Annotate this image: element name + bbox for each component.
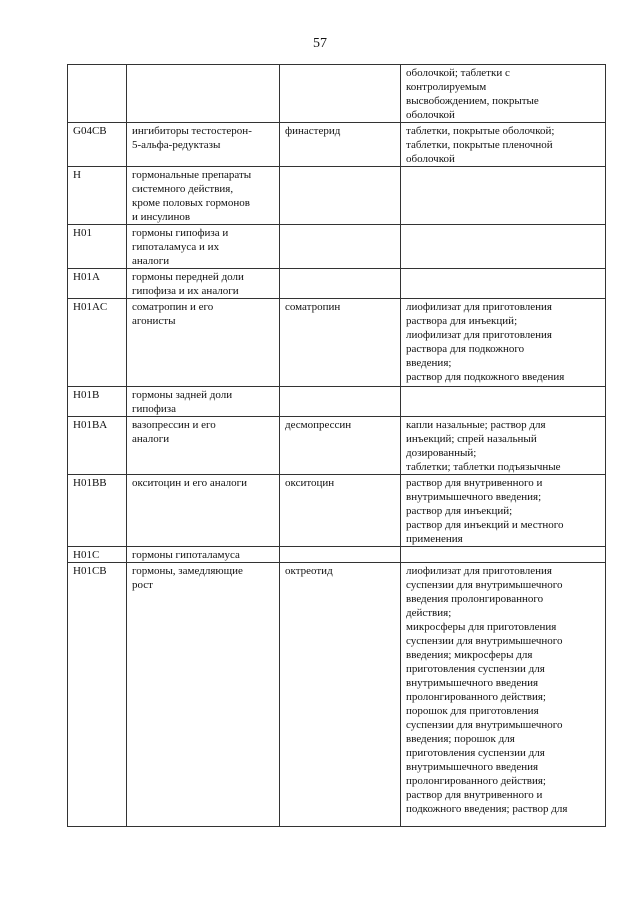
dosage-form-line: таблетки, покрытые пленочной (406, 139, 553, 151)
table-row (68, 547, 606, 563)
atc-code: H01A (73, 271, 100, 283)
dosage-form-line: микросферы для приготовления (406, 621, 557, 633)
table-row (68, 123, 606, 167)
group-name-line: аналоги (132, 433, 170, 445)
substance-name: окситоцин (285, 477, 335, 489)
substance-cell (280, 299, 401, 387)
dosage-form-line: внутримышечного введения; (406, 491, 542, 503)
group-name-cell (127, 417, 280, 475)
substance-cell (280, 269, 401, 299)
dosage-form-line: раствор для инъекций; (406, 505, 513, 517)
atc-code-cell (68, 65, 127, 123)
table-row (68, 269, 606, 299)
page-number: 57 (313, 36, 327, 51)
group-name-line: 5-альфа-редуктазы (132, 139, 221, 151)
dosage-forms-cell (401, 123, 606, 167)
table-row (68, 417, 606, 475)
group-name-line: гормоны гипофиза и (132, 227, 229, 239)
group-name-line: и инсулинов (132, 211, 191, 223)
dosage-forms-cell (401, 225, 606, 269)
atc-code: H01CB (73, 565, 107, 577)
group-name-line: аналоги (132, 255, 170, 267)
group-name-cell (127, 65, 280, 123)
dosage-forms-cell (401, 269, 606, 299)
group-name-line: системного действия, (132, 183, 234, 195)
dosage-forms-cell (401, 167, 606, 225)
dosage-form-line: введения пролонгированного (406, 593, 544, 605)
atc-code-cell (68, 547, 127, 563)
substance-cell (280, 123, 401, 167)
dosage-form-line: внутримышечного введения (406, 761, 539, 773)
atc-code-cell (68, 563, 127, 827)
atc-code-cell (68, 225, 127, 269)
atc-code-cell (68, 387, 127, 417)
group-name-line: соматропин и его (132, 301, 214, 313)
group-name-cell (127, 387, 280, 417)
atc-code: G04CB (73, 125, 107, 137)
group-name-cell (127, 269, 280, 299)
table-body (68, 65, 606, 827)
atc-code: H01C (73, 549, 100, 561)
atc-code: H01B (73, 389, 100, 401)
group-name-cell (127, 123, 280, 167)
group-name-line: окситоцин и его аналоги (132, 477, 248, 489)
dosage-form-line: подкожного введения; раствор для (406, 803, 568, 815)
dosage-form-line: введения; (406, 357, 452, 369)
group-name-line: рост (132, 579, 153, 591)
atc-code: H01BA (73, 419, 108, 431)
dosage-forms-cell (401, 547, 606, 563)
atc-code: H (73, 169, 81, 181)
dosage-forms-cell (401, 417, 606, 475)
group-name-line: гормоны гипоталамуса (132, 549, 240, 561)
dosage-form-line: инъекций; спрей назальный (406, 433, 537, 445)
group-name-line: гормоны, замедляющие (132, 565, 243, 577)
atc-code: H01 (73, 227, 92, 239)
atc-code-cell (68, 299, 127, 387)
dosage-forms-cell (401, 563, 606, 827)
dosage-form-line: таблетки, покрытые оболочкой; (406, 125, 555, 137)
dosage-form-line: раствора для подкожного (406, 343, 525, 355)
substance-cell (280, 417, 401, 475)
dosage-form-line: лиофилизат для приготовления (406, 565, 552, 577)
group-name-line: ингибиторы тестостерон- (132, 125, 252, 137)
substance-cell (280, 547, 401, 563)
dosage-form-line: раствор для внутривенного и (406, 477, 543, 489)
table-row (68, 65, 606, 123)
dosage-forms-cell (401, 387, 606, 417)
dosage-form-line: раствор для инъекций и местного (406, 519, 564, 531)
dosage-form-line: лиофилизат для приготовления (406, 301, 552, 313)
table-row (68, 475, 606, 547)
dosage-form-line: раствор для внутривенного и (406, 789, 543, 801)
dosage-forms-cell (401, 299, 606, 387)
substance-cell (280, 563, 401, 827)
atc-code-cell (68, 475, 127, 547)
dosage-form-line: лиофилизат для приготовления (406, 329, 552, 341)
substance-cell (280, 167, 401, 225)
dosage-form-line: введения; микросферы для (406, 649, 533, 661)
dosage-form-line: пролонгированного действия; (406, 691, 546, 703)
substance-cell (280, 65, 401, 123)
group-name-line: гипоталамуса и их (132, 241, 220, 253)
dosage-form-line: контролируемым (406, 81, 487, 93)
dosage-form-line: суспензии для внутримышечного (406, 579, 563, 591)
substance-name: финастерид (285, 125, 341, 137)
substance-cell (280, 475, 401, 547)
group-name-cell (127, 547, 280, 563)
dosage-form-line: пролонгированного действия; (406, 775, 546, 787)
substance-cell (280, 387, 401, 417)
dosage-form-line: введения; порошок для (406, 733, 515, 745)
group-name-line: гормоны передней доли (132, 271, 244, 283)
atc-code: H01BB (73, 477, 107, 489)
dosage-form-line: порошок для приготовления (406, 705, 539, 717)
substance-name: десмопрессин (285, 419, 352, 431)
group-name-line: кроме половых гормонов (132, 197, 250, 209)
dosage-form-line: приготовления суспензии для (406, 747, 545, 759)
dosage-form-line: капли назальные; раствор для (406, 419, 546, 431)
atc-code-cell (68, 167, 127, 225)
table-row (68, 563, 606, 827)
table-row (68, 387, 606, 417)
dosage-form-line: оболочкой (406, 109, 455, 121)
substance-name: октреотид (285, 565, 333, 577)
dosage-form-line: дозированный; (406, 447, 477, 459)
table-row (68, 299, 606, 387)
dosage-forms-cell (401, 475, 606, 547)
group-name-line: гормоны задней доли (132, 389, 233, 401)
group-name-line: вазопрессин и его (132, 419, 216, 431)
substance-name: соматропин (285, 301, 341, 313)
substance-cell (280, 225, 401, 269)
atc-code-cell (68, 417, 127, 475)
medicines-table (67, 64, 606, 827)
dosage-form-line: суспензии для внутримышечного (406, 635, 563, 647)
group-name-cell (127, 563, 280, 827)
group-name-line: гипофиза (132, 403, 177, 415)
group-name-line: гипофиза и их аналоги (132, 285, 239, 297)
dosage-form-line: действия; (406, 607, 452, 619)
dosage-form-line: внутримышечного введения (406, 677, 539, 689)
atc-code-cell (68, 269, 127, 299)
dosage-forms-cell (401, 65, 606, 123)
dosage-form-line: раствор для подкожного введения (406, 371, 565, 383)
dosage-form-line: суспензии для внутримышечного (406, 719, 563, 731)
dosage-form-line: применения (406, 533, 463, 545)
dosage-form-line: приготовления суспензии для (406, 663, 545, 675)
table-row (68, 225, 606, 269)
group-name-cell (127, 225, 280, 269)
dosage-form-line: оболочкой; таблетки с (406, 67, 510, 79)
atc-code: H01AC (73, 301, 108, 313)
group-name-cell (127, 475, 280, 547)
group-name-cell (127, 299, 280, 387)
dosage-form-line: раствора для инъекций; (406, 315, 518, 327)
table-row (68, 167, 606, 225)
atc-code-cell (68, 123, 127, 167)
dosage-form-line: высвобождением, покрытые (406, 95, 539, 107)
dosage-form-line: оболочкой (406, 153, 455, 165)
group-name-line: агонисты (132, 315, 176, 327)
group-name-line: гормональные препараты (132, 169, 252, 181)
dosage-form-line: таблетки; таблетки подъязычные (406, 461, 561, 473)
group-name-cell (127, 167, 280, 225)
